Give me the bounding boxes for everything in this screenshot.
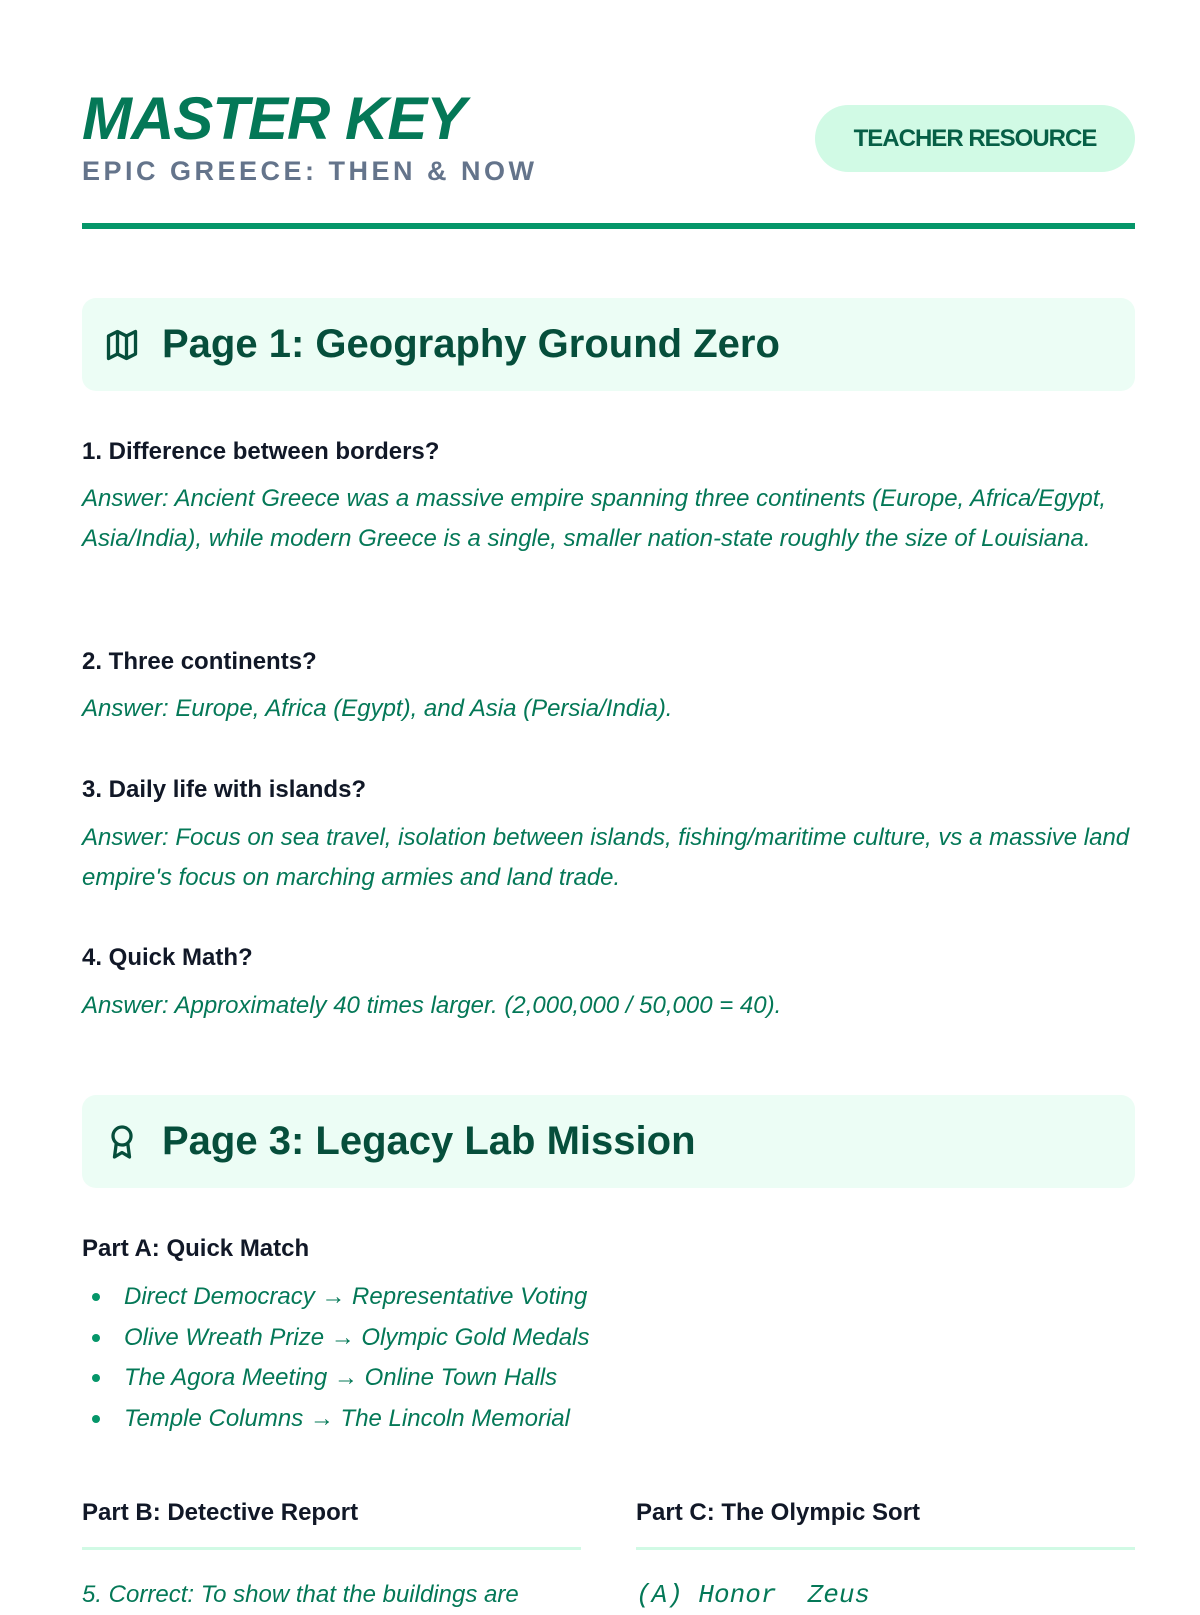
match-text: Olive Wreath Prize → Olympic Gold Medals bbox=[124, 1323, 590, 1351]
part-a-title: Part A: Quick Match bbox=[82, 1235, 310, 1262]
list-item bbox=[82, 1318, 589, 1359]
map-icon bbox=[104, 327, 140, 363]
match-text: Temple Columns → The Lincoln Memorial bbox=[124, 1404, 570, 1432]
question-1: 1. Difference between borders? bbox=[82, 438, 440, 465]
section-title: Page 1: Geography Ground Zero bbox=[162, 322, 780, 366]
part-c-divider bbox=[636, 1547, 1135, 1550]
quick-match-list bbox=[82, 1277, 589, 1439]
header-divider bbox=[82, 223, 1135, 229]
section-header-page-1 bbox=[82, 298, 1135, 391]
bullet-icon bbox=[92, 1415, 100, 1423]
question-2: 2. Three continents? bbox=[82, 648, 317, 675]
answer-3: Answer: Focus on sea travel, isolation between islands, fishing/maritime culture, vs a massive land empire's focus on marching armies and land trade. bbox=[82, 824, 1130, 891]
teacher-resource-badge: TEACHER RESOURCE bbox=[815, 105, 1135, 172]
award-icon bbox=[104, 1124, 140, 1160]
answer-4: Answer: Approximately 40 times larger. (2,000,000 / 50,000 = 40). bbox=[82, 992, 782, 1019]
part-c-answer: (A) Honor Zeus bbox=[636, 1580, 871, 1610]
match-text: Direct Democracy → Representative Voting bbox=[124, 1283, 588, 1310]
section-header-page-3 bbox=[82, 1095, 1135, 1188]
answer-1: Answer: Ancient Greece was a massive empire spanning three continents (Europe, Africa/Egypt, Asia/India), while modern Greece is a single, smaller nation-state roughly the size of Louisiana. bbox=[82, 485, 1107, 552]
part-b-divider bbox=[82, 1547, 581, 1550]
page-subtitle: EPIC GREECE: THEN & NOW bbox=[82, 156, 538, 186]
list-item bbox=[82, 1277, 589, 1318]
list-item bbox=[82, 1399, 589, 1440]
section-title: Page 3: Legacy Lab Mission bbox=[162, 1119, 696, 1163]
question-3: 3. Daily life with islands? bbox=[82, 776, 367, 803]
bullet-icon bbox=[92, 1374, 100, 1382]
list-item bbox=[82, 1358, 589, 1399]
part-c-title: Part C: The Olympic Sort bbox=[636, 1499, 921, 1526]
answer-2: Answer: Europe, Africa (Egypt), and Asia (Persia/India). bbox=[82, 695, 673, 722]
bullet-icon bbox=[92, 1293, 100, 1301]
page-title: MASTER KEY bbox=[82, 85, 466, 152]
part-b-title: Part B: Detective Report bbox=[82, 1499, 359, 1526]
question-4: 4. Quick Math? bbox=[82, 944, 253, 971]
match-text: The Agora Meeting → Online Town Halls bbox=[124, 1364, 558, 1391]
bullet-icon bbox=[92, 1334, 100, 1342]
part-b-answer: 5. Correct: To show that the buildings are bbox=[82, 1581, 519, 1608]
